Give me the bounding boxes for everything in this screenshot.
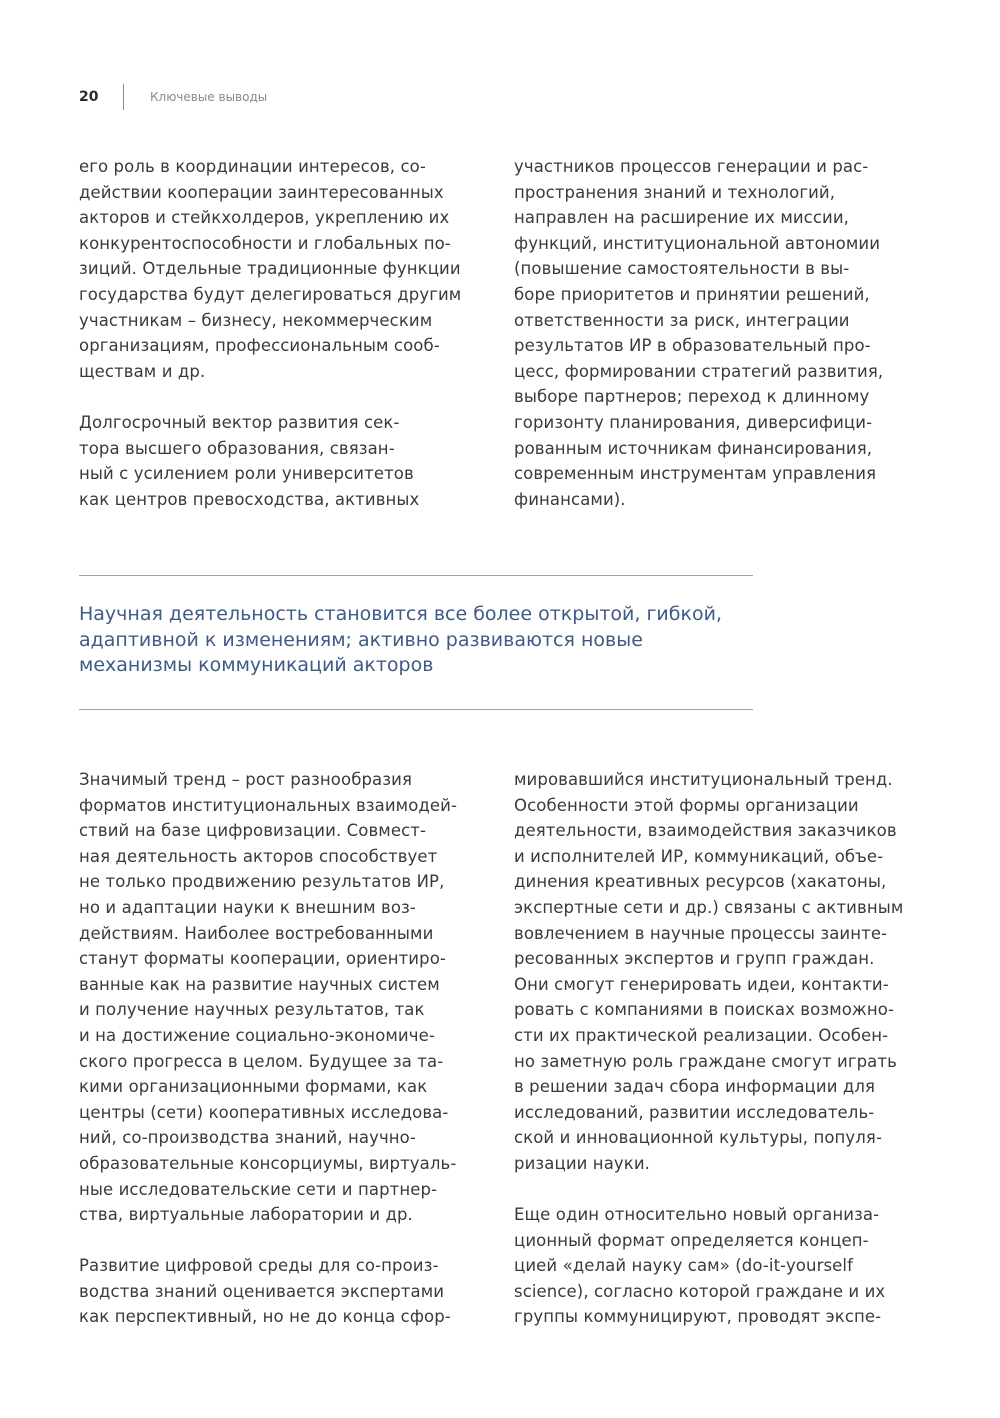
text-line: как центров превосходства, активных <box>79 489 420 509</box>
text-line: ровать с компаниями в поисках возможно- <box>514 1000 895 1020</box>
text-line: его роль в координации интересов, со- <box>79 157 426 176</box>
text-line: мировавшийся институциональный тренд. <box>514 770 893 789</box>
text-line: Развитие цифровой среды для со-произ- <box>79 1256 439 1276</box>
text-line: исследований, развитии исследователь- <box>514 1102 875 1122</box>
text-line: science), согласно которой граждане и их <box>514 1281 886 1301</box>
text-line: ского прогресса в целом. Будущее за та- <box>79 1051 444 1071</box>
text-line: ресованных экспертов и групп граждан. <box>514 949 875 969</box>
text-line: кими организационными формами, как <box>79 1077 428 1097</box>
text-line: ционный формат определяется концеп- <box>514 1230 869 1250</box>
text-line: не только продвижению результатов ИР, <box>79 872 445 892</box>
text-line: акторов и стейкхолдеров, укреплению их <box>79 208 450 228</box>
text-line: ные исследовательские сети и партнер- <box>79 1179 438 1199</box>
text-line: цесс, формировании стратегий развития, <box>514 361 884 381</box>
text-line: Они смогут генерировать идеи, контакти- <box>514 974 889 994</box>
text-line: в решении задач сбора информации для <box>514 1077 876 1097</box>
text-line: адаптивной к изменениям; активно развиваются новые <box>79 628 643 651</box>
text-line: группы коммуницируют, проводят экспе- <box>514 1307 882 1327</box>
bottom-right-column <box>514 767 903 1330</box>
text-line: экспертные сети и др.) связаны с активным <box>514 897 904 917</box>
text-line: тора высшего образования, связан- <box>79 438 395 458</box>
highlight-statement <box>79 602 722 679</box>
text-line: конкурентоспособности и глобальных по- <box>79 233 451 253</box>
text-line: (повышение самостоятельности в вы- <box>514 259 850 279</box>
text-line: но и адаптации науки к внешним воз- <box>79 897 416 917</box>
text-line: действии кооперации заинтересованных <box>79 182 444 202</box>
text-line: ризации науки. <box>514 1153 651 1173</box>
text-line: и получение научных результатов, так <box>79 1000 425 1020</box>
text-line: динения креативных ресурсов (хакатоны, <box>514 872 887 892</box>
text-line: водства знаний оценивается экспертами <box>79 1281 445 1301</box>
top-left-column <box>79 154 461 512</box>
text-line: зиций. Отдельные традиционные функции <box>79 259 461 279</box>
text-line: но заметную роль граждане смогут играть <box>514 1051 897 1071</box>
highlight-rule-top <box>79 575 753 576</box>
text-line: Долгосрочный вектор развития сек- <box>79 412 400 432</box>
text-line: выборе партнеров; переход к длинному <box>514 387 870 407</box>
text-line: Еще один относительно новый организа- <box>514 1205 880 1225</box>
text-line: государства будут делегироваться другим <box>79 284 462 304</box>
text-line: функций, институциональной автономии <box>514 233 881 253</box>
page-header <box>79 84 267 110</box>
text-line: ствий на базе цифровизации. Совмест- <box>79 821 427 841</box>
text-line: сти их практической реализации. Особен- <box>514 1025 889 1045</box>
text-line: и на достижение социально-экономиче- <box>79 1025 435 1045</box>
text-line: центры (сети) кооперативных исследова- <box>79 1102 449 1122</box>
text-line: результатов ИР в образовательный про- <box>514 336 871 356</box>
text-line: Значимый тренд – рост разнообразия <box>79 770 412 789</box>
text-line: как перспективный, но не до конца сфор- <box>79 1307 451 1327</box>
text-line: форматов институциональных взаимодей- <box>79 795 458 815</box>
bottom-left-column <box>79 767 457 1330</box>
paragraph-gap <box>79 1228 457 1254</box>
header-divider <box>123 84 124 110</box>
top-right-column <box>514 154 883 512</box>
text-line: ответственности за риск, интеграции <box>514 310 850 330</box>
section-title: Ключевые выводы <box>150 90 268 104</box>
text-line: цией «делай науку сам» (do-it-yourself <box>514 1256 853 1276</box>
text-line: организациям, профессиональным сооб- <box>79 336 440 356</box>
highlight-rule-bottom <box>79 709 753 710</box>
text-line: пространения знаний и технологий, <box>514 182 836 202</box>
text-line: рованным источникам финансирования, <box>514 438 873 458</box>
text-line: горизонту планирования, диверсифици- <box>514 412 873 432</box>
text-line: деятельности, взаимодействия заказчиков <box>514 821 897 841</box>
text-line: Научная деятельность становится все более открытой, гибкой, <box>79 603 722 625</box>
text-line: направлен на расширение их миссии, <box>514 208 850 228</box>
text-line: ний, со-производства знаний, научно- <box>79 1128 416 1148</box>
text-line: участникам – бизнесу, некоммерческим <box>79 310 433 330</box>
text-line: ная деятельность акторов способствует <box>79 846 438 866</box>
text-line: и исполнителей ИР, коммуникаций, объе- <box>514 846 884 866</box>
text-line: ской и инновационной культуры, популя- <box>514 1128 883 1148</box>
text-line: вовлечением в научные процессы заинте- <box>514 923 888 943</box>
text-line: современным инструментам управления <box>514 464 877 484</box>
page-number: 20 <box>79 89 99 105</box>
paragraph-gap <box>79 384 461 410</box>
text-line: боре приоритетов и принятии решений, <box>514 284 870 304</box>
text-line: ства, виртуальные лаборатории и др. <box>79 1205 413 1225</box>
text-line: ществам и др. <box>79 361 206 381</box>
text-line: участников процессов генерации и рас- <box>514 157 869 176</box>
text-line: финансами). <box>514 489 626 509</box>
text-line: механизмы коммуникаций акторов <box>79 654 434 677</box>
text-line: Особенности этой формы организации <box>514 795 859 815</box>
text-line: станут форматы кооперации, ориентиро- <box>79 949 446 969</box>
text-line: действиям. Наиболее востребованными <box>79 923 434 943</box>
text-line: образовательные консорциумы, виртуаль- <box>79 1153 457 1173</box>
text-line: ный с усилением роли университетов <box>79 464 414 484</box>
paragraph-gap <box>514 1177 903 1203</box>
text-line: ванные как на развитие научных систем <box>79 974 440 994</box>
